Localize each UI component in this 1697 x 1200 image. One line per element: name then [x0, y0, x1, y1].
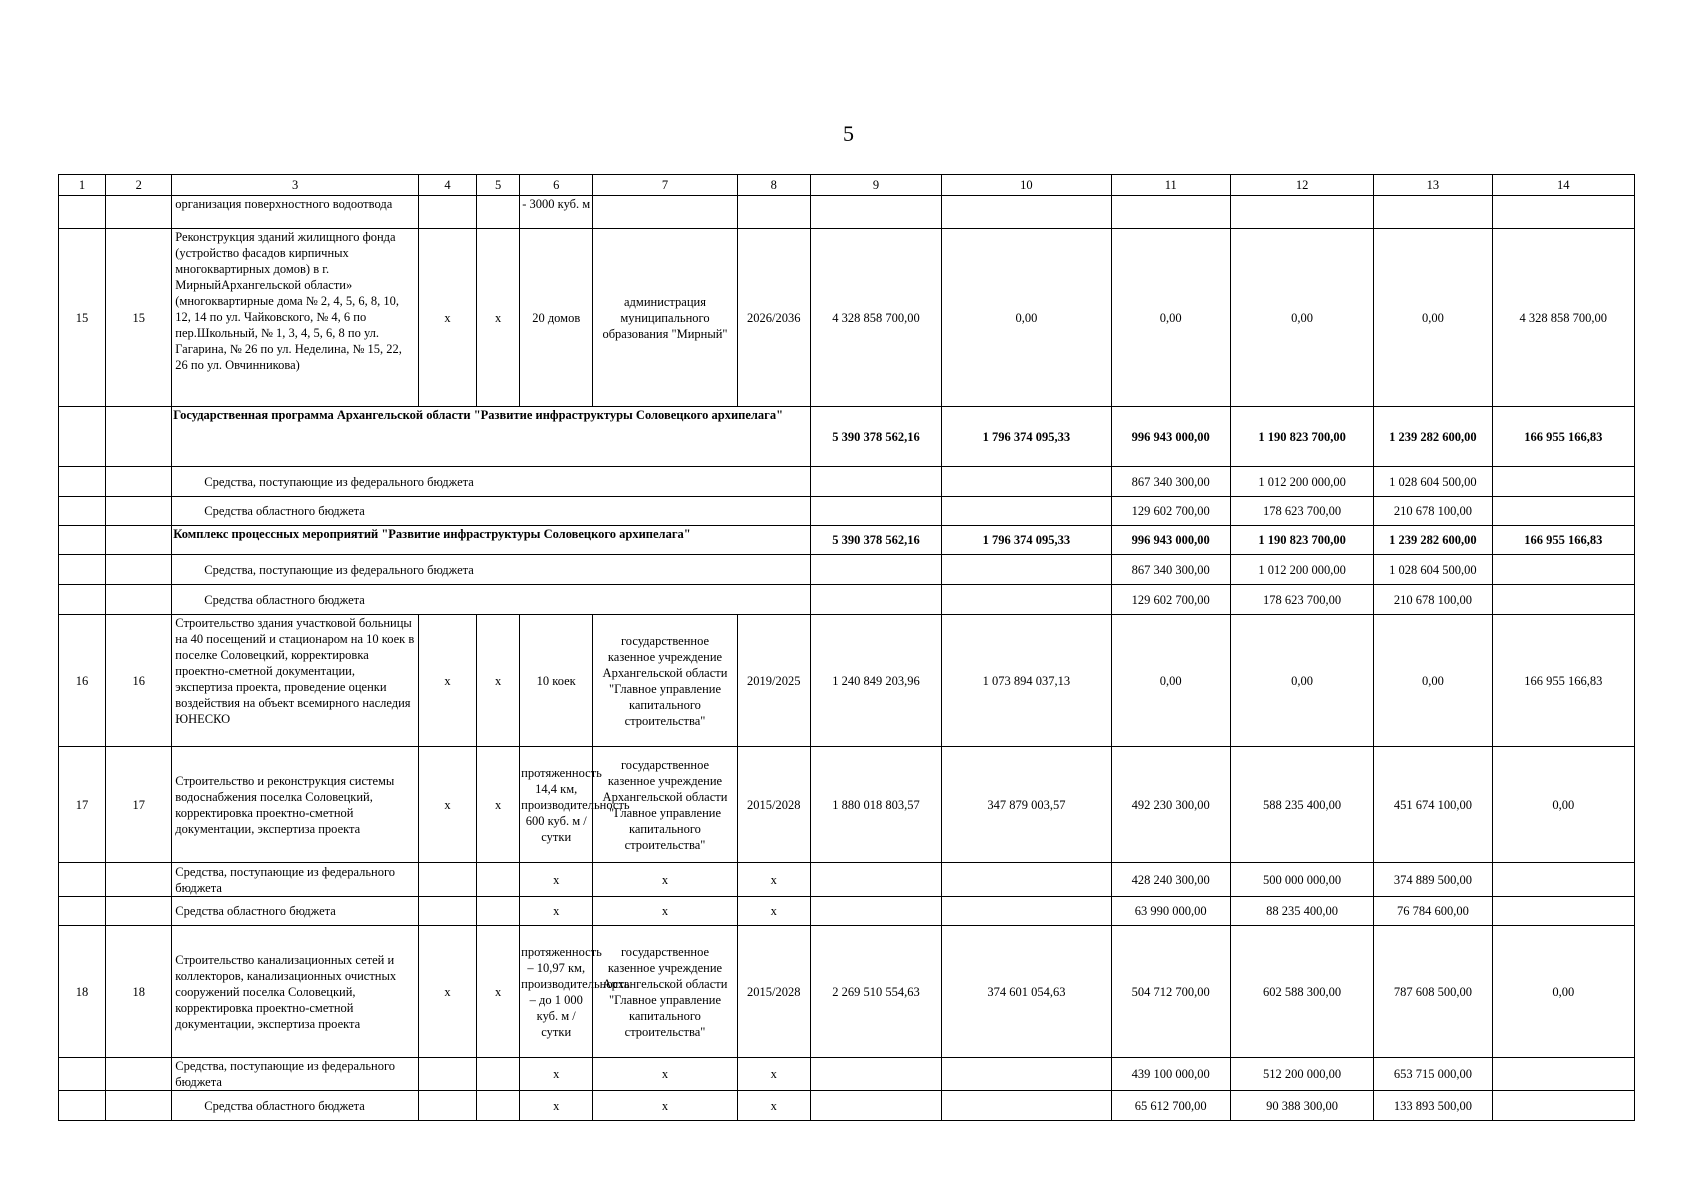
header-cell: 8: [737, 175, 810, 196]
measure-name: Строительство здания участковой больницы на 40 посещений и стационаром на 10 коек в поселке Соловецкий, корректировка проектно-сметной документации, экспертиза проекта, проведение оценки воздействия на объект всемирного наследия ЮНЕСКО: [172, 615, 419, 747]
cell: [59, 1058, 106, 1091]
funding-label: Средства областного бюджета: [172, 1091, 419, 1121]
cell: [942, 1091, 1111, 1121]
cell: х: [520, 1091, 593, 1121]
funding-row: [59, 1091, 1635, 1121]
cell: [418, 1091, 476, 1121]
cell: [418, 196, 476, 229]
header-cell: 1: [59, 175, 106, 196]
cell: [1492, 555, 1634, 585]
amount-cell: 129 602 700,00: [1111, 497, 1230, 526]
cell: х: [520, 897, 593, 926]
cell: х: [593, 863, 737, 897]
row-number: 15: [106, 229, 172, 407]
cell: [810, 555, 941, 585]
funding-label: Средства областного бюджета: [172, 585, 811, 615]
amount-cell: 867 340 300,00: [1111, 467, 1230, 497]
cell: [477, 1091, 520, 1121]
amount-cell: 0,00: [942, 229, 1111, 407]
amount-cell: 1 028 604 500,00: [1374, 467, 1492, 497]
amount-cell: 0,00: [1374, 229, 1492, 407]
program-name: Государственная программа Архангельской области "Развитие инфраструктуры Соловецкого архипелага": [172, 407, 811, 467]
amount-cell: 1 796 374 095,33: [942, 526, 1111, 555]
cell: х: [737, 1058, 810, 1091]
cell: [942, 497, 1111, 526]
cell: х: [520, 863, 593, 897]
cell: х: [593, 897, 737, 926]
page-number: 5: [843, 121, 854, 146]
amount-cell: 166 955 166,83: [1492, 407, 1634, 467]
cell: [737, 196, 810, 229]
funding-row: [59, 863, 1635, 897]
customer-cell: государственное казенное учреждение Архангельской области "Главное управление капитального строительства": [593, 747, 737, 863]
cell: [106, 526, 172, 555]
cell: [59, 196, 106, 229]
amount-cell: 996 943 000,00: [1111, 526, 1230, 555]
complex-row: [59, 526, 1635, 555]
cell: [1492, 196, 1634, 229]
amount-cell: 504 712 700,00: [1111, 926, 1230, 1058]
period-cell: 2026/2036: [737, 229, 810, 407]
cell: [1111, 196, 1230, 229]
budget-table: [58, 174, 1635, 1121]
cell: [1230, 196, 1373, 229]
cell: [1374, 196, 1492, 229]
header-row: [59, 175, 1635, 196]
amount-cell: 374 601 054,63: [942, 926, 1111, 1058]
amount-cell: 867 340 300,00: [1111, 555, 1230, 585]
header-cell: 14: [1492, 175, 1634, 196]
complex-name: Комплекс процессных мероприятий "Развитие инфраструктуры Соловецкого архипелага": [172, 526, 811, 555]
amount-cell: 653 715 000,00: [1374, 1058, 1492, 1091]
cell: х: [477, 926, 520, 1058]
cell: [106, 1058, 172, 1091]
cell: х: [418, 229, 476, 407]
header-cell: 10: [942, 175, 1111, 196]
cell: [106, 467, 172, 497]
cell: [477, 1058, 520, 1091]
funding-label: Средства, поступающие из федерального бюджета: [172, 555, 811, 585]
cell: х: [520, 1058, 593, 1091]
cell: [106, 407, 172, 467]
program-row: [59, 407, 1635, 467]
amount-cell: 588 235 400,00: [1230, 747, 1373, 863]
header-cell: 2: [106, 175, 172, 196]
amount-cell: 787 608 500,00: [1374, 926, 1492, 1058]
amount-cell: 512 200 000,00: [1230, 1058, 1373, 1091]
cell: х: [477, 229, 520, 407]
cell: [106, 555, 172, 585]
amount-cell: 63 990 000,00: [1111, 897, 1230, 926]
amount-cell: 0,00: [1492, 926, 1634, 1058]
cell: [1492, 1091, 1634, 1121]
header-cell: 12: [1230, 175, 1373, 196]
cell: [942, 585, 1111, 615]
cell: х: [593, 1058, 737, 1091]
funding-label: Средства, поступающие из федерального бюджета: [172, 467, 811, 497]
header-cell: 3: [172, 175, 419, 196]
customer-cell: государственное казенное учреждение Архангельской области "Главное управление капитального строительства": [593, 926, 737, 1058]
cell: [59, 407, 106, 467]
funding-row: [59, 897, 1635, 926]
cell: [59, 497, 106, 526]
amount-cell: 1 073 894 037,13: [942, 615, 1111, 747]
cell: [59, 585, 106, 615]
cell: [418, 1058, 476, 1091]
amount-cell: 5 390 378 562,16: [810, 526, 941, 555]
amount-cell: 1 028 604 500,00: [1374, 555, 1492, 585]
capacity-cell: протяженность 14,4 км, производительность 600 куб. м / сутки: [520, 747, 593, 863]
cell: х: [737, 863, 810, 897]
cell: [942, 196, 1111, 229]
cell: [942, 555, 1111, 585]
cell: [106, 897, 172, 926]
cell: [106, 585, 172, 615]
amount-cell: 129 602 700,00: [1111, 585, 1230, 615]
header-cell: 5: [477, 175, 520, 196]
cell: [1492, 863, 1634, 897]
header-cell: 13: [1374, 175, 1492, 196]
amount-cell: 374 889 500,00: [1374, 863, 1492, 897]
amount-cell: 210 678 100,00: [1374, 497, 1492, 526]
cell: [810, 585, 941, 615]
amount-cell: 0,00: [1111, 229, 1230, 407]
cell: [1492, 467, 1634, 497]
cell: [106, 196, 172, 229]
cell: [1492, 585, 1634, 615]
header-cell: 11: [1111, 175, 1230, 196]
cell: [810, 1058, 941, 1091]
cell: [418, 863, 476, 897]
amount-cell: 1 796 374 095,33: [942, 407, 1111, 467]
cell: [942, 897, 1111, 926]
customer-cell: администрация муниципального образования "Мирный": [593, 229, 737, 407]
cell: х: [418, 926, 476, 1058]
amount-cell: 428 240 300,00: [1111, 863, 1230, 897]
period-cell: 2015/2028: [737, 926, 810, 1058]
capacity-cell: протяженность – 10,97 км, производительность – до 1 000 куб. м / сутки: [520, 926, 593, 1058]
capacity-cell: - 3000 куб. м: [520, 196, 593, 229]
cell: [59, 1091, 106, 1121]
funding-label: Средства, поступающие из федерального бюджета: [172, 863, 419, 897]
header-cell: 6: [520, 175, 593, 196]
row-number: 16: [106, 615, 172, 747]
amount-cell: 0,00: [1230, 229, 1373, 407]
cell: х: [737, 897, 810, 926]
row-number: 17: [59, 747, 106, 863]
amount-cell: 1 880 018 803,57: [810, 747, 941, 863]
measure-name: Строительство и реконструкция системы водоснабжения поселка Соловецкий, корректировка проектно-сметной документации, экспертиза проекта: [172, 747, 419, 863]
amount-cell: 4 328 858 700,00: [810, 229, 941, 407]
amount-cell: 210 678 100,00: [1374, 585, 1492, 615]
amount-cell: 178 623 700,00: [1230, 585, 1373, 615]
cell: [59, 897, 106, 926]
amount-cell: 0,00: [1374, 615, 1492, 747]
header-cell: 4: [418, 175, 476, 196]
cell: [106, 863, 172, 897]
cell: [418, 897, 476, 926]
table-row: [59, 747, 1635, 863]
measure-name: Строительство канализационных сетей и коллекторов, канализационных очистных сооружений поселка Соловецкий, корректировка проектно-сметной документации, экспертиза проекта: [172, 926, 419, 1058]
table-row: [59, 926, 1635, 1058]
cell: [810, 1091, 941, 1121]
amount-cell: 996 943 000,00: [1111, 407, 1230, 467]
amount-cell: 0,00: [1230, 615, 1373, 747]
amount-cell: 1 012 200 000,00: [1230, 555, 1373, 585]
amount-cell: 1 190 823 700,00: [1230, 407, 1373, 467]
cell: [942, 863, 1111, 897]
cell: [942, 1058, 1111, 1091]
amount-cell: 602 588 300,00: [1230, 926, 1373, 1058]
amount-cell: 1 240 849 203,96: [810, 615, 941, 747]
cell: [59, 467, 106, 497]
period-cell: 2015/2028: [737, 747, 810, 863]
cell: [810, 897, 941, 926]
cell: х: [418, 747, 476, 863]
amount-cell: 166 955 166,83: [1492, 526, 1634, 555]
amount-cell: 65 612 700,00: [1111, 1091, 1230, 1121]
cell: [59, 863, 106, 897]
amount-cell: 88 235 400,00: [1230, 897, 1373, 926]
cell: х: [477, 615, 520, 747]
row-number: 18: [106, 926, 172, 1058]
amount-cell: 500 000 000,00: [1230, 863, 1373, 897]
table-row: [59, 196, 1635, 229]
funding-label: Средства областного бюджета: [172, 897, 419, 926]
amount-cell: 178 623 700,00: [1230, 497, 1373, 526]
cell: х: [593, 1091, 737, 1121]
cell: [810, 467, 941, 497]
funding-row: [59, 497, 1635, 526]
row-number: 17: [106, 747, 172, 863]
cell: [1492, 497, 1634, 526]
row-number: 18: [59, 926, 106, 1058]
amount-cell: 133 893 500,00: [1374, 1091, 1492, 1121]
amount-cell: 2 269 510 554,63: [810, 926, 941, 1058]
cell: [942, 467, 1111, 497]
funding-label: Средства областного бюджета: [172, 497, 811, 526]
capacity-cell: 10 коек: [520, 615, 593, 747]
funding-row: [59, 1058, 1635, 1091]
measure-name: Реконструкция зданий жилищного фонда (устройство фасадов кирпичных многоквартирных домов) в г. МирныйАрхангельской области» (многоквартирные дома № 2, 4, 5, 6, 8, 10, 12, 14 по ул. Чайковского, № 4, 6 по пер.Школьный, № 1, 3, 4, 5, 6, 8 по ул. Гагарина, № 26 по ул. Неделина, № 15, 22, 26 по ул. Овчинникова): [172, 229, 419, 407]
row-number: 16: [59, 615, 106, 747]
amount-cell: 166 955 166,83: [1492, 615, 1634, 747]
amount-cell: 1 012 200 000,00: [1230, 467, 1373, 497]
cell: [477, 897, 520, 926]
funding-row: [59, 467, 1635, 497]
table-row: [59, 615, 1635, 747]
amount-cell: 0,00: [1492, 747, 1634, 863]
cell: [477, 196, 520, 229]
cell: [593, 196, 737, 229]
amount-cell: 4 328 858 700,00: [1492, 229, 1634, 407]
cell: [1492, 1058, 1634, 1091]
customer-cell: государственное казенное учреждение Архангельской области "Главное управление капитального строительства": [593, 615, 737, 747]
amount-cell: 347 879 003,57: [942, 747, 1111, 863]
cell: [477, 863, 520, 897]
cell: [106, 1091, 172, 1121]
amount-cell: 492 230 300,00: [1111, 747, 1230, 863]
amount-cell: 0,00: [1111, 615, 1230, 747]
funding-label: Средства, поступающие из федерального бюджета: [172, 1058, 419, 1091]
row-number: 15: [59, 229, 106, 407]
amount-cell: 5 390 378 562,16: [810, 407, 941, 467]
cell: х: [737, 1091, 810, 1121]
cell: [810, 863, 941, 897]
cell: х: [418, 615, 476, 747]
amount-cell: 76 784 600,00: [1374, 897, 1492, 926]
funding-row: [59, 585, 1635, 615]
amount-cell: 451 674 100,00: [1374, 747, 1492, 863]
amount-cell: 1 190 823 700,00: [1230, 526, 1373, 555]
capacity-cell: 20 домов: [520, 229, 593, 407]
table-row: [59, 229, 1635, 407]
cell: [106, 497, 172, 526]
amount-cell: 1 239 282 600,00: [1374, 526, 1492, 555]
amount-cell: 439 100 000,00: [1111, 1058, 1230, 1091]
funding-row: [59, 555, 1635, 585]
amount-cell: 90 388 300,00: [1230, 1091, 1373, 1121]
period-cell: 2019/2025: [737, 615, 810, 747]
header-cell: 7: [593, 175, 737, 196]
cell: [810, 196, 941, 229]
cell: [59, 526, 106, 555]
cell: [1492, 897, 1634, 926]
cell: х: [477, 747, 520, 863]
cell: [59, 555, 106, 585]
header-cell: 9: [810, 175, 941, 196]
measure-name: организация поверхностного водоотвода: [172, 196, 419, 229]
cell: [810, 497, 941, 526]
amount-cell: 1 239 282 600,00: [1374, 407, 1492, 467]
